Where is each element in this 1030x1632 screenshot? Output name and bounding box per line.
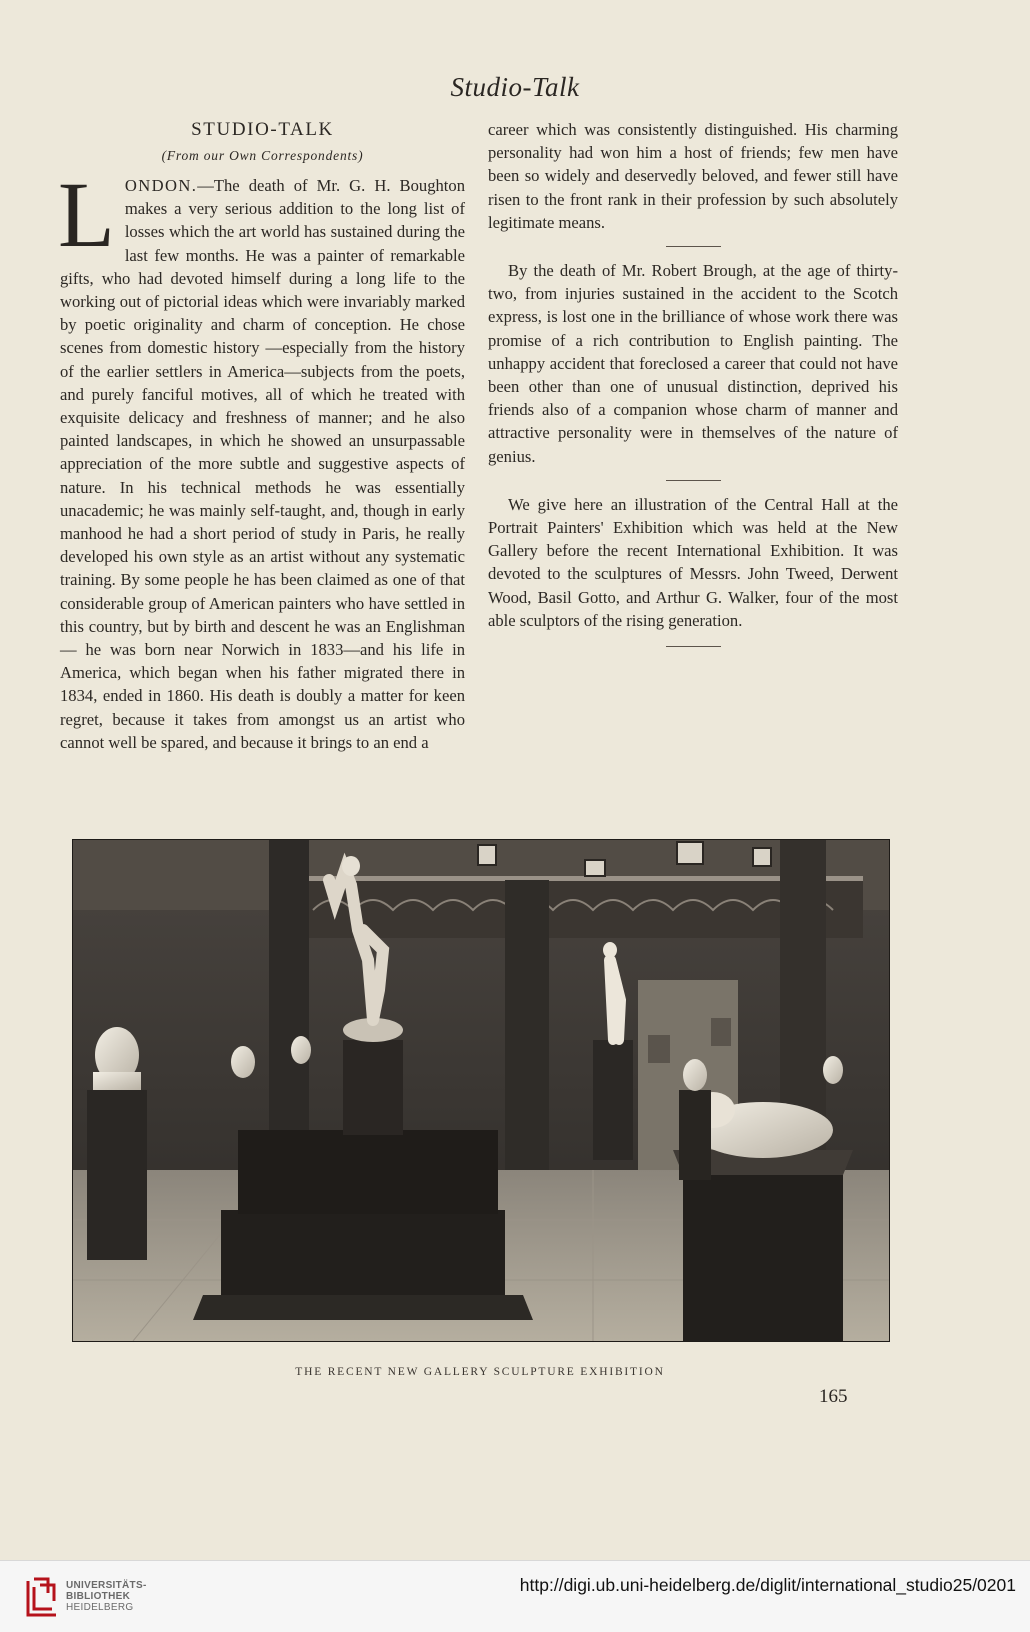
library-logo-icon[interactable] [22, 1575, 62, 1619]
section-divider [666, 246, 721, 247]
paragraph-boughton-continued: career which was consistently distinguished. His charming personality had won him a host of friends; few men have been so widely and deservedly beloved, and fewer still have risen to the front rank in their profession by such absolutely legitimate means. [488, 120, 898, 232]
gallery-photograph [72, 839, 890, 1342]
library-name-line: UNIVERSITÄTS- [66, 1580, 147, 1591]
section-divider [666, 646, 721, 647]
paragraph-boughton [58, 164, 465, 754]
paragraph-central-hall: We give here an illustration of the Central Hall at the Portrait Painters' Exhibition which was held at the New Gallery before the recent International Exhibition. It was devoted to the sculptures of Messrs. John Tweed, Derwent Wood, Basil Gotto, and Arthur G. Walker, four of the most able sculptors of the rising generation. [488, 494, 898, 630]
photograph-illustration [73, 840, 889, 1341]
photo-caption: THE RECENT NEW GALLERY SCULPTURE EXHIBITION [295, 1366, 665, 1378]
paragraph-lead-smallcaps: ONDON. [124, 176, 198, 195]
paragraph-boughton-text: —The death of Mr. G. H. Boughton makes a very serious addition to the long list of losses which the art world has sustained during the last few months. He was a painter of remarkable gifts, who had devoted himself during a long life to the working out of pictorial ideas which were invariably marked by poetic originality and charm of conception. He chose scenes from domestic history —especially from the history of the earlier settlers in America—subjects from the poets, and purely fanciful motives, all of which he treated with exquisite delicacy and freshness of manner; and he also painted landscapes, in which he showed an unsurpassable appreciation of the more subtle and suggestive aspects of nature. In his technical methods he was essentially unacademic; he was mainly self-taught, and, though in early manhood he had a short period of study in Paris, he really developed his own style as an artist without any systematic training. By some people he has been claimed as one of that considerable group of American painters who have settled in this country, but by birth and descent he was an Englishman— he was born near Norwich in 1833—and his life in America, which began when his father migrated there in 1834, ended in 1860. His death is doubly a matter for keen regret, because it takes from amongst us an artist who cannot well be spared, and because it brings to an end a [60, 176, 465, 752]
byline: (From our Own Correspondents) [161, 148, 364, 163]
section-divider [666, 480, 721, 481]
source-url-link[interactable]: http://digi.ub.uni-heidelberg.de/diglit/international_studio25/0201 [519, 1575, 1016, 1595]
running-head: Studio-Talk [450, 72, 580, 102]
right-column [488, 118, 898, 659]
left-column [60, 118, 465, 754]
library-name [66, 1580, 147, 1613]
page-number: 165 [819, 1386, 848, 1407]
library-footer [0, 1560, 1030, 1632]
right-column-flow [488, 118, 898, 234]
drop-cap: L [58, 164, 115, 267]
section-heading: STUDIO-TALK [191, 119, 334, 140]
paragraph-brough: By the death of Mr. Robert Brough, at the age of thirty-two, from injuries sustained in the accident to the Scotch express, is lost one in the brilliance of whose work there was promise of a rich contribution to English painting. The unhappy accident that foreclosed a career that could not have been other than one of unusual distinction, deprived his friends also of a companion whose charm of manner and attractive personality were in themselves of the nature of genius. [488, 261, 898, 466]
library-name-line: BIBLIOTHEK [66, 1591, 131, 1602]
library-name-line: HEIDELBERG [66, 1602, 134, 1613]
